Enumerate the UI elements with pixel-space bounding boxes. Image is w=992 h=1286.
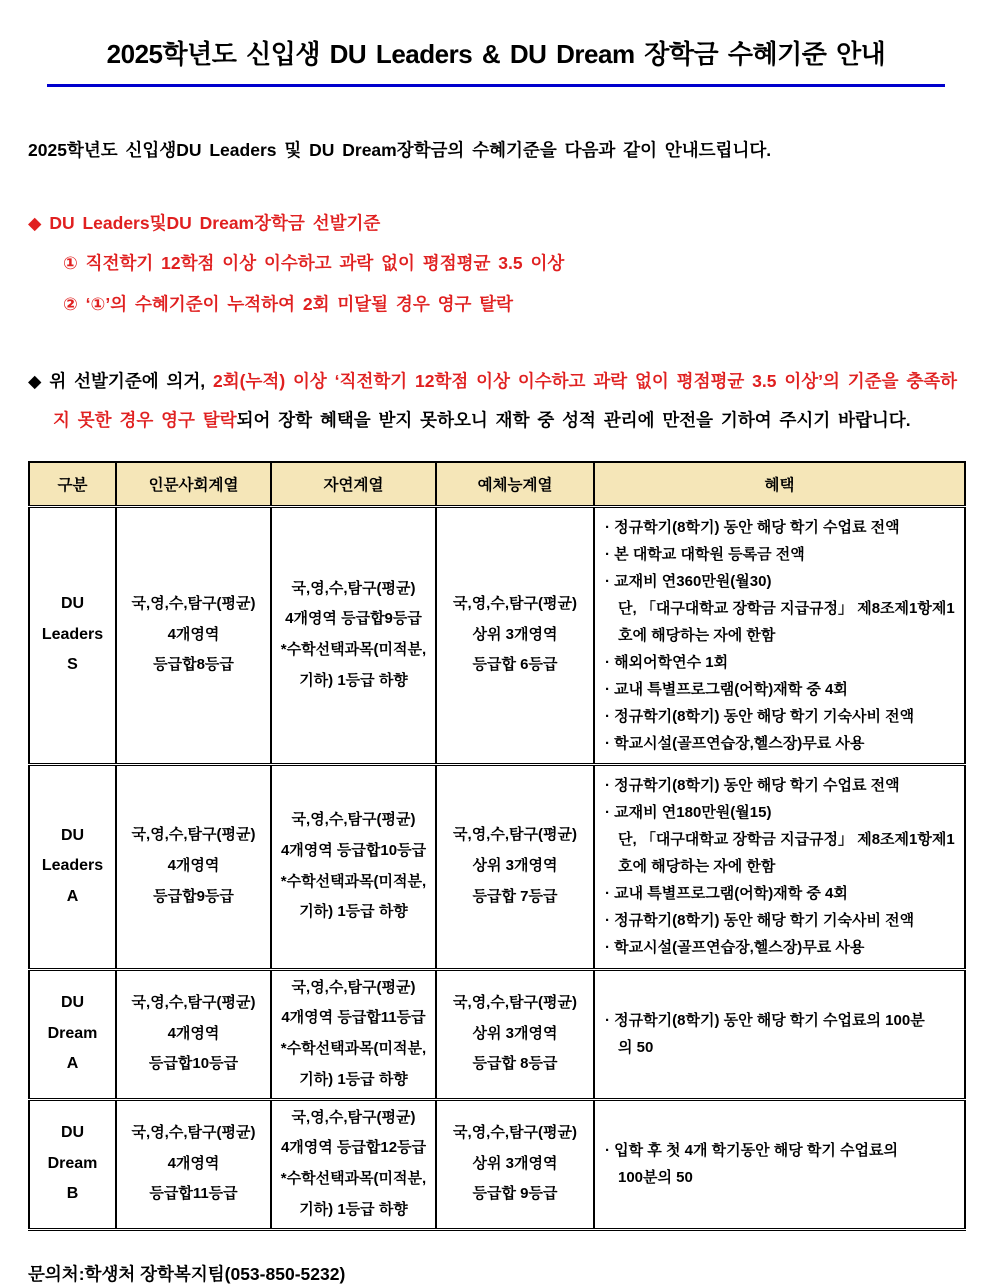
benefit-line: · 정규학기(8학기) 동안 해당 학기 수업료의 100분 (605, 1012, 925, 1029)
table-row (29, 969, 965, 1099)
cell-line: 국,영,수,탐구(평균) (453, 826, 577, 844)
benefits-cell (594, 506, 965, 764)
cell-line: A (66, 887, 79, 905)
warning-prefix: 위 선발기준에 의거, (49, 370, 214, 391)
warning-paragraph (28, 362, 964, 441)
diamond-bullet-icon: ◆ (28, 370, 42, 391)
diamond-bullet-icon: ◆ (28, 213, 42, 233)
arts-criteria-cell (436, 506, 594, 764)
benefits-cell (594, 969, 965, 1099)
cell-line: 4개영역 등급합10등급 (280, 841, 427, 859)
cell-line: 4개영역 (167, 857, 220, 875)
page-title: 2025학년도 신입생 DU Leaders & DU Dream 장학금 수혜기준 안내 (106, 39, 886, 69)
table-row (29, 1099, 965, 1229)
benefit-line: 호에 해당하는 자에 한함 (618, 858, 776, 875)
table-header-row (29, 462, 965, 507)
cell-line: B (66, 1185, 79, 1203)
cell-line: Dream (47, 1154, 98, 1172)
cell-line: 국,영,수,탐구(평균) (291, 811, 416, 828)
arts-criteria-cell (436, 1099, 594, 1229)
cell-line: 4개영역 (167, 1154, 220, 1172)
header-arts: 예체능계열 (436, 462, 594, 507)
cell-line: 4개영역 (167, 625, 220, 643)
benefit-line: · 교재비 연360만원(월30) (605, 572, 772, 590)
benefit-line: 100분의 50 (618, 1169, 693, 1186)
title-underline (47, 84, 945, 87)
benefit-line: 호에 해당하는 자에 한함 (618, 626, 776, 644)
benefit-line: · 정규학기(8학기) 동안 해당 학기 수업료 전액 (605, 777, 900, 794)
cell-line: 등급합10등급 (148, 1055, 239, 1073)
science-criteria-cell (271, 969, 436, 1099)
scholarship-table-body (29, 506, 965, 1229)
selection-criteria-heading-text: DU Leaders및DU Dream장학금 선발기준 (49, 213, 381, 233)
cell-line: 등급합11등급 (149, 1185, 238, 1203)
header-humanities: 인문사회계열 (116, 462, 271, 507)
cell-line: 기하) 1등급 하향 (299, 1200, 408, 1218)
cell-line: 국,영,수,탐구(평균) (453, 1123, 577, 1141)
benefit-line: 단, 「대구대학교 장학금 지급규정」 제8조제1항제1 (618, 599, 955, 617)
humanities-criteria-cell (116, 764, 271, 969)
grade-label-cell (29, 506, 116, 764)
cell-line: *수학선택과목(미적분, (280, 1170, 427, 1187)
benefits-cell (594, 1099, 965, 1229)
cell-line: 기하) 1등급 하향 (299, 1070, 408, 1088)
selection-criteria-heading (28, 210, 964, 235)
cell-line: 국,영,수,탐구(평균) (291, 978, 416, 996)
cell-line: S (67, 656, 78, 674)
warning-suffix: 되어 장학 혜택을 받지 못하오니 재학 중 성적 관리에 만전을 기하여 주시기 바랍니다. (236, 410, 911, 431)
cell-line: DU (60, 826, 85, 844)
arts-criteria-cell (436, 764, 594, 969)
intro-paragraph: 2025학년도 신입생DU Leaders 및 DU Dream장학금의 수혜기준을 다음과 같이 안내드립니다. (28, 140, 772, 160)
cell-line: DU (60, 595, 85, 613)
cell-line: 기하) 1등급 하향 (299, 903, 408, 921)
benefit-line: · 학교시설(골프연습장,헬스장)무료 사용 (605, 734, 865, 752)
benefit-line: · 교내 특별프로그램(어학)재학 중 4회 (605, 680, 848, 698)
cell-line: 4개영역 등급합11등급 (281, 1009, 426, 1027)
cell-line: 국,영,수,탐구(평균) (291, 579, 416, 597)
cell-line: 국,영,수,탐구(평균) (131, 993, 256, 1011)
cell-line: 국,영,수,탐구(평균) (131, 1123, 256, 1141)
header-science: 자연계열 (271, 462, 436, 507)
benefit-line: · 정규학기(8학기) 동안 해당 학기 수업료 전액 (605, 518, 900, 536)
cell-line: 등급합 6등급 (472, 656, 558, 674)
cell-line: 4개영역 (167, 1024, 220, 1042)
cell-line: *수학선택과목(미적분, (280, 1040, 427, 1057)
grade-label-cell (29, 1099, 116, 1229)
benefit-line: · 교내 특별프로그램(어학)재학 중 4회 (605, 885, 848, 902)
cell-line: Leaders (41, 857, 104, 875)
cell-line: 국,영,수,탐구(평균) (131, 594, 256, 612)
cell-line: 등급합9등급 (153, 887, 234, 905)
benefit-line: 단, 「대구대학교 장학금 지급규정」 제8조제1항제1 (618, 831, 955, 848)
benefit-line: · 정규학기(8학기) 동안 해당 학기 기숙사비 전액 (605, 707, 915, 725)
benefits-cell (594, 764, 965, 969)
table-row (29, 764, 965, 969)
cell-line: 국,영,수,탐구(평균) (131, 826, 256, 844)
benefit-line: · 본 대학교 대학원 등록금 전액 (605, 545, 805, 563)
cell-line: *수학선택과목(미적분, (280, 872, 427, 890)
cell-line: 국,영,수,탐구(평균) (291, 1108, 416, 1126)
cell-line: 상위 3개영역 (472, 625, 558, 643)
cell-line: 등급합 8등급 (472, 1055, 558, 1073)
science-criteria-cell (271, 764, 436, 969)
cell-line: 4개영역 등급합9등급 (285, 610, 422, 628)
cell-line: 기하) 1등급 하향 (299, 671, 408, 689)
science-criteria-cell (271, 1099, 436, 1229)
benefit-line: · 교재비 연180만원(월15) (605, 804, 772, 821)
cell-line: 상위 3개영역 (472, 857, 558, 875)
grade-label-cell (29, 764, 116, 969)
header-category: 구분 (29, 462, 116, 507)
warning-highlight: 2회(누적) 이상 ‘직전학기 12학점 이상 이수하고 과락 없이 평점평균 3.5 이상’의 기준을 충족하지 못한 경우 영구 탈락 (53, 370, 958, 431)
science-criteria-cell (271, 506, 436, 764)
cell-line: 등급합 9등급 (472, 1185, 558, 1203)
arts-criteria-cell (436, 969, 594, 1099)
grade-label-cell (29, 969, 116, 1099)
cell-line: 등급합8등급 (153, 656, 234, 674)
cell-line: Leaders (41, 625, 104, 643)
cell-line: 4개영역 등급합12등급 (280, 1139, 427, 1157)
cell-line: A (66, 1055, 79, 1073)
benefit-line: · 입학 후 첫 4개 학기동안 해당 학기 수업료의 (605, 1142, 899, 1159)
cell-line: *수학선택과목(미적분, (280, 641, 427, 658)
cell-line: 국,영,수,탐구(평균) (453, 993, 577, 1011)
cell-line: 등급합 7등급 (472, 887, 558, 905)
cell-line: Dream (47, 1024, 98, 1042)
scholarship-table (28, 461, 966, 1231)
cell-line: 국,영,수,탐구(평균) (453, 594, 577, 612)
benefit-line: · 학교시설(골프연습장,헬스장)무료 사용 (605, 939, 865, 956)
table-row (29, 506, 965, 764)
humanities-criteria-cell (116, 506, 271, 764)
criteria-item-2: ② ‘①’의 수혜기준이 누적하여 2회 미달될 경우 영구 탈락 (63, 294, 514, 315)
cell-line: 상위 3개영역 (472, 1154, 558, 1172)
cell-line: DU (60, 994, 85, 1012)
benefit-line: · 정규학기(8학기) 동안 해당 학기 기숙사비 전액 (605, 912, 915, 929)
benefit-line: 의 50 (618, 1039, 654, 1056)
contact-info: 문의처:학생처 장학복지팀(053-850-5232) (28, 1263, 346, 1284)
benefit-line: · 해외어학연수 1회 (605, 653, 729, 671)
humanities-criteria-cell (116, 969, 271, 1099)
cell-line: 상위 3개영역 (472, 1024, 558, 1042)
header-benefits: 혜택 (594, 462, 965, 507)
criteria-item-1: ① 직전학기 12학점 이상 이수하고 과락 없이 평점평균 3.5 이상 (63, 253, 565, 273)
cell-line: DU (60, 1124, 85, 1142)
humanities-criteria-cell (116, 1099, 271, 1229)
